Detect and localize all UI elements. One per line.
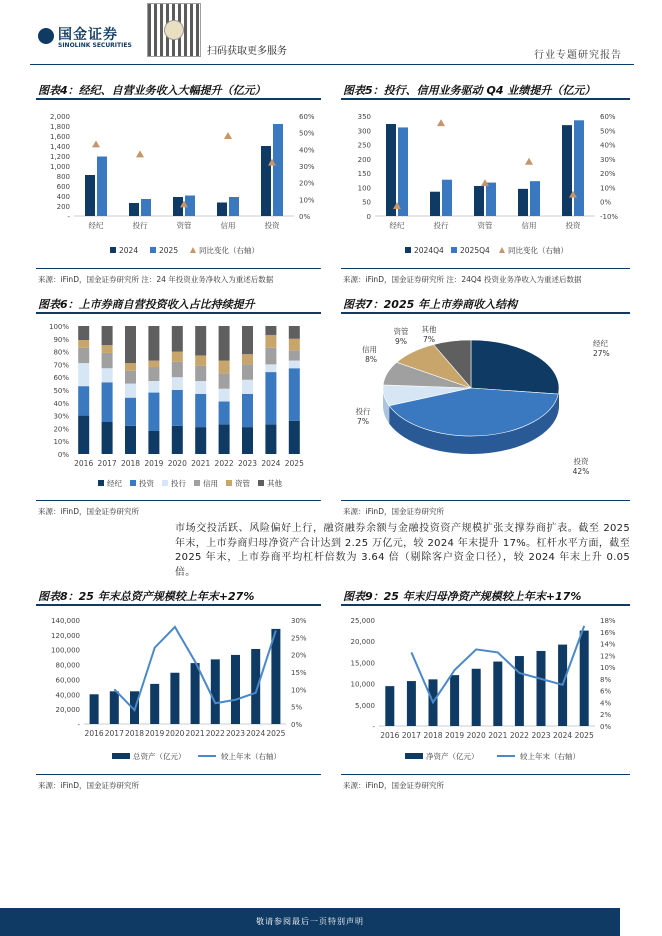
y-tick-label: 90% xyxy=(53,335,69,344)
bar-2025Q4 xyxy=(442,180,452,216)
y-tick-label: 0 xyxy=(366,213,371,221)
y-tick-label: 1,200 xyxy=(49,153,70,161)
fig4-chart xyxy=(36,102,326,264)
y-tick-label: 40,000 xyxy=(55,691,80,700)
bar-资管 xyxy=(242,354,253,364)
bar-净资产（亿元） xyxy=(515,656,524,726)
bar-信用 xyxy=(289,350,300,360)
pie-label-name: 其他 xyxy=(421,325,437,334)
bar-信用 xyxy=(219,373,230,388)
y2-tick-label: 0% xyxy=(600,723,612,731)
legend-label: 2024Q4 xyxy=(414,246,444,255)
bar-2024 xyxy=(217,203,227,217)
fig5-title-rule xyxy=(341,98,630,100)
bar-总资产（亿元） xyxy=(211,659,220,724)
y2-tick-label: 0% xyxy=(600,198,612,207)
y-tick-label: 70% xyxy=(53,361,69,370)
y-tick-label: 350 xyxy=(357,113,371,121)
bar-2025Q4 xyxy=(398,127,408,216)
legend-label: 经纪 xyxy=(107,479,122,488)
fig9-source: 来源：iFinD，国金证券研究所 xyxy=(343,781,444,790)
bar-信用 xyxy=(102,353,113,368)
bar-其他 xyxy=(172,326,183,352)
legend-label: 同比变化（右轴） xyxy=(508,246,568,255)
y-tick-label: 0% xyxy=(57,451,69,459)
legend-swatch-2024Q4 xyxy=(405,247,411,253)
bar-其他 xyxy=(195,326,206,355)
y2-tick-label: 14% xyxy=(600,640,616,649)
legend-label: 投资 xyxy=(139,479,154,488)
x-tick-label: 2021 xyxy=(185,729,205,738)
y-tick-label: 200 xyxy=(357,155,371,164)
bar-投资 xyxy=(172,390,183,426)
bar-经纪 xyxy=(265,425,276,454)
x-tick-label: 2018 xyxy=(124,729,145,738)
y-tick-label: 800 xyxy=(56,173,70,181)
bar-其他 xyxy=(78,326,89,340)
y-tick-label: 100 xyxy=(357,184,371,193)
fig7-source-rule xyxy=(341,500,630,501)
y2-tick-label: 30% xyxy=(291,617,307,625)
pie-label-name: 投行 xyxy=(355,407,371,416)
legend-swatch-2025Q4 xyxy=(451,247,457,253)
y-tick-label: 25,000 xyxy=(350,617,375,625)
fig7-source: 来源：iFinD，国金证券研究所 xyxy=(343,507,444,516)
fig5-chart xyxy=(341,102,633,264)
y-tick-label: 50 xyxy=(362,198,371,207)
bar-其他 xyxy=(265,326,276,335)
fig5-source: 来源：iFinD，国金证券研究所 注：24Q4 投资业务净收入为重述后数据 xyxy=(343,275,582,284)
legend-swatch-信用 xyxy=(194,480,200,486)
bar-经纪 xyxy=(78,416,89,454)
y-tick-label: 15,000 xyxy=(350,659,375,668)
pie-label-value: 9% xyxy=(395,337,407,346)
bar-信用 xyxy=(78,348,89,363)
x-tick-label: 2019 xyxy=(445,731,465,740)
y2-tick-label: 30% xyxy=(600,155,616,164)
fig9-title-rule xyxy=(341,604,630,606)
fig4-source-rule xyxy=(36,268,321,269)
bar-总资产（亿元） xyxy=(231,655,240,724)
y2-tick-label: 60% xyxy=(299,113,315,121)
x-tick-label: 2017 xyxy=(97,459,117,468)
bar-其他 xyxy=(102,326,113,345)
y-tick-label: 200 xyxy=(56,203,70,211)
bar-投资 xyxy=(289,368,300,420)
bar-投资 xyxy=(219,402,230,425)
y2-tick-label: 8% xyxy=(600,675,612,684)
bar-投行 xyxy=(195,381,206,394)
y-tick-label: 5,000 xyxy=(354,701,375,710)
x-tick-label: 2023 xyxy=(237,459,258,468)
brand-name-en: SINOLINK SECURITIES xyxy=(58,42,132,49)
bar-经纪 xyxy=(289,421,300,454)
x-tick-label: 经纪 xyxy=(88,221,104,230)
qr-caption: 扫码获取更多服务 xyxy=(207,46,287,57)
fig5-title: 图表5：投行、信用业务驱动 Q4 业绩提升（亿元） xyxy=(343,84,596,97)
bar-经纪 xyxy=(242,427,253,454)
x-tick-label: 2024 xyxy=(261,459,281,468)
bar-投资 xyxy=(195,394,206,427)
y2-tick-label: 10% xyxy=(291,686,307,695)
y2-tick-label: 25% xyxy=(291,634,307,643)
bar-净资产（亿元） xyxy=(385,686,394,726)
bar-投行 xyxy=(78,363,89,386)
fig8-source-rule xyxy=(36,774,321,775)
legend-swatch-总资产（亿元） xyxy=(112,753,130,759)
bar-其他 xyxy=(289,326,300,339)
bar-总资产（亿元） xyxy=(170,673,179,724)
x-tick-label: 2025 xyxy=(284,459,304,468)
x-tick-label: 2022 xyxy=(205,729,225,738)
y-tick-label: 140,000 xyxy=(51,617,80,625)
legend-swatch-资管 xyxy=(226,480,232,486)
bar-2025Q4 xyxy=(574,120,584,216)
legend-swatch-yoy xyxy=(190,247,196,253)
y2-tick-label: 5% xyxy=(291,703,303,712)
y2-tick-label: 20% xyxy=(600,170,616,179)
bar-2024 xyxy=(261,146,271,216)
pie-label-value: 7% xyxy=(423,335,435,344)
y-tick-label: 400 xyxy=(56,193,70,201)
bar-信用 xyxy=(195,366,206,381)
y2-tick-label: 2% xyxy=(600,711,612,720)
y2-tick-label: 15% xyxy=(291,669,307,677)
header-divider xyxy=(30,64,634,65)
x-tick-label: 2017 xyxy=(104,729,124,738)
x-tick-label: 2020 xyxy=(466,731,486,740)
bar-资管 xyxy=(102,345,113,353)
x-tick-label: 信用 xyxy=(220,221,236,230)
y-tick-label: 150 xyxy=(357,170,371,179)
pie-label-name: 投资 xyxy=(573,457,589,466)
fig5-source-rule xyxy=(341,268,630,269)
bar-其他 xyxy=(125,326,136,363)
fig8-title-rule xyxy=(36,604,321,606)
x-tick-label: 2021 xyxy=(488,731,508,740)
bar-2024Q4 xyxy=(562,125,572,216)
y-tick-label: 300 xyxy=(357,127,371,136)
y2-tick-label: 10% xyxy=(600,664,616,673)
y-tick-label: 100,000 xyxy=(51,646,80,655)
x-tick-label: 2018 xyxy=(423,731,443,740)
x-tick-label: 投资 xyxy=(264,221,280,230)
bar-投资 xyxy=(102,382,113,422)
fig9-title: 图表9：25 年末归母净资产规模较上年末+17% xyxy=(343,590,582,603)
bar-2024 xyxy=(129,203,139,216)
y-tick-label: - xyxy=(67,213,70,221)
bar-投资 xyxy=(265,372,276,424)
bar-净资产（亿元） xyxy=(472,669,481,726)
y-tick-label: 600 xyxy=(56,183,70,191)
y2-tick-label: 20% xyxy=(299,179,315,188)
yoy-marker xyxy=(437,119,445,126)
y2-tick-label: 0% xyxy=(299,213,311,221)
qr-center-seal xyxy=(164,20,184,40)
bar-信用 xyxy=(172,362,183,377)
y-tick-label: 120,000 xyxy=(51,631,80,640)
fig6-chart xyxy=(36,316,326,496)
x-tick-label: 投资 xyxy=(565,221,581,230)
bar-投资 xyxy=(125,398,136,426)
x-tick-label: 2021 xyxy=(191,459,211,468)
y-tick-label: 30% xyxy=(53,412,69,421)
legend-label: 信用 xyxy=(203,479,218,488)
x-tick-label: 2025 xyxy=(266,729,286,738)
bar-投资 xyxy=(242,394,253,427)
fig8-title: 图表8：25 年末总资产规模较上年末+27% xyxy=(38,590,255,603)
y-tick-label: 60,000 xyxy=(55,676,80,685)
bar-投行 xyxy=(242,380,253,394)
bar-投行 xyxy=(219,389,230,402)
bar-经纪 xyxy=(102,422,113,454)
bar-其他 xyxy=(242,326,253,354)
y2-tick-label: 50% xyxy=(600,127,616,136)
legend-swatch-投资 xyxy=(130,480,136,486)
bar-经纪 xyxy=(219,425,230,454)
bar-2025 xyxy=(273,124,283,216)
bar-资管 xyxy=(265,335,276,348)
legend-swatch-2024 xyxy=(110,247,116,253)
yoy-marker xyxy=(525,158,533,165)
y2-tick-label: 40% xyxy=(600,141,616,150)
fig7-title-rule xyxy=(341,312,630,314)
pie-label-value: 42% xyxy=(572,467,590,476)
bar-2024 xyxy=(85,175,95,216)
legend-label: 2025 xyxy=(159,246,179,255)
fig7-title: 图表7：2025 年上市券商收入结构 xyxy=(343,298,518,311)
bar-净资产（亿元） xyxy=(407,681,416,726)
report-type: 行业专题研究报告 xyxy=(534,50,622,61)
legend-swatch-经纪 xyxy=(98,480,104,486)
bar-投行 xyxy=(102,368,113,382)
bar-信用 xyxy=(125,371,136,384)
y2-tick-label: 0% xyxy=(291,721,303,729)
y-tick-label: - xyxy=(372,723,375,731)
x-tick-label: 2023 xyxy=(531,731,551,740)
bar-投行 xyxy=(148,381,159,393)
x-tick-label: 2024 xyxy=(246,729,266,738)
bar-总资产（亿元） xyxy=(191,663,200,724)
bar-经纪 xyxy=(172,426,183,454)
bar-净资产（亿元） xyxy=(450,675,459,726)
x-tick-label: 2018 xyxy=(120,459,141,468)
x-tick-label: 资管 xyxy=(477,221,493,230)
y-tick-label: 2,000 xyxy=(49,113,70,121)
legend-swatch-其他 xyxy=(258,480,264,486)
bar-2025Q4 xyxy=(530,181,540,216)
x-tick-label: 2020 xyxy=(167,459,187,468)
fig9-chart xyxy=(341,608,633,770)
bar-总资产（亿元） xyxy=(90,694,99,724)
pie-label-name: 信用 xyxy=(362,345,377,354)
legend-label: 2024 xyxy=(119,246,139,255)
fig8-source: 来源：iFinD，国金证券研究所 xyxy=(38,781,139,790)
y2-tick-label: 10% xyxy=(600,184,616,193)
y2-tick-label: 6% xyxy=(600,687,612,696)
legend-swatch-投行 xyxy=(162,480,168,486)
bar-其他 xyxy=(219,326,230,361)
fig8-chart xyxy=(36,608,326,770)
y2-tick-label: 4% xyxy=(600,699,612,708)
legend-swatch-净资产（亿元） xyxy=(405,753,423,759)
bar-净资产（亿元） xyxy=(493,662,502,726)
y-tick-label: 80% xyxy=(53,348,69,357)
bar-经纪 xyxy=(195,427,206,454)
x-tick-label: 2023 xyxy=(225,729,246,738)
bar-净资产（亿元） xyxy=(580,631,589,726)
legend-label: 总资产（亿元） xyxy=(133,752,186,761)
bar-2025Q4 xyxy=(486,183,496,216)
brand-logo-icon xyxy=(38,28,54,44)
bar-资管 xyxy=(289,339,300,351)
bar-2025 xyxy=(141,199,151,216)
x-tick-label: 2019 xyxy=(144,459,164,468)
fig4-title: 图表4：经纪、自营业务收入大幅提升（亿元） xyxy=(38,84,266,97)
bar-投资 xyxy=(148,393,159,431)
y2-tick-label: 16% xyxy=(600,628,616,637)
bar-净资产（亿元） xyxy=(537,651,546,726)
pie-label-value: 27% xyxy=(593,349,610,358)
pie-label-value: 7% xyxy=(357,417,369,426)
x-tick-label: 信用 xyxy=(521,221,537,230)
bar-经纪 xyxy=(125,426,136,454)
bar-2025 xyxy=(229,197,239,216)
y-tick-label: 1,800 xyxy=(49,123,70,131)
y-tick-label: 1,600 xyxy=(49,133,70,141)
x-tick-label: 2022 xyxy=(214,459,234,468)
bar-总资产（亿元） xyxy=(110,691,119,724)
yoy-marker xyxy=(92,140,100,147)
yoy-marker xyxy=(136,150,144,157)
fig6-source: 来源：iFinD，国金证券研究所 xyxy=(38,507,139,516)
bar-资管 xyxy=(195,355,206,365)
y-tick-label: 20% xyxy=(53,425,69,434)
bar-资管 xyxy=(125,363,136,371)
fig6-source-rule xyxy=(36,500,321,501)
bar-信用 xyxy=(242,364,253,379)
y-tick-label: 1,400 xyxy=(49,143,70,151)
bar-资管 xyxy=(172,352,183,362)
y2-tick-label: 20% xyxy=(291,651,307,660)
pie-label-value: 8% xyxy=(365,355,377,364)
bar-投行 xyxy=(265,364,276,372)
y-tick-label: 10,000 xyxy=(350,680,375,689)
brand-name-cn: 国金证券 xyxy=(58,27,118,43)
bar-资管 xyxy=(78,340,89,348)
legend-label: 较上年末（右轴） xyxy=(520,752,580,761)
bar-总资产（亿元） xyxy=(150,684,159,724)
bar-投行 xyxy=(289,361,300,369)
y-tick-label: 20,000 xyxy=(55,706,80,715)
x-tick-label: 2025 xyxy=(574,731,594,740)
bar-2025 xyxy=(97,157,107,217)
x-tick-label: 2016 xyxy=(74,459,94,468)
fig4-title-rule xyxy=(36,98,321,100)
bar-资管 xyxy=(148,361,159,367)
x-tick-label: 2019 xyxy=(145,729,165,738)
x-tick-label: 2016 xyxy=(380,731,400,740)
pie-label-name: 经纪 xyxy=(593,339,608,348)
y2-tick-label: 40% xyxy=(299,146,315,155)
x-tick-label: 资管 xyxy=(176,221,192,230)
bar-信用 xyxy=(265,348,276,365)
legend-label: 资管 xyxy=(235,479,250,488)
bar-总资产（亿元） xyxy=(251,649,260,724)
y2-tick-label: 10% xyxy=(299,196,315,205)
y2-tick-label: 12% xyxy=(600,652,616,661)
pie-slice-经纪 xyxy=(471,340,559,394)
y2-tick-label: -10% xyxy=(600,213,619,221)
x-tick-label: 投行 xyxy=(433,221,449,230)
y2-tick-label: 18% xyxy=(600,617,616,625)
y2-tick-label: 30% xyxy=(299,163,315,171)
x-tick-label: 经纪 xyxy=(389,221,405,230)
x-tick-label: 2024 xyxy=(553,731,573,740)
footer-gap xyxy=(620,908,662,936)
y-tick-label: 250 xyxy=(357,141,371,150)
fig4-source: 来源：iFinD，国金证券研究所 注：24 年投资业务净收入为重述后数据 xyxy=(38,275,274,284)
fig6-title: 图表6：上市券商自营投资收入占比持续提升 xyxy=(38,298,255,311)
bar-2024Q4 xyxy=(430,192,440,216)
y-tick-label: 10% xyxy=(53,438,69,447)
y-tick-label: 40% xyxy=(53,399,69,408)
x-tick-label: 2016 xyxy=(84,729,104,738)
bar-2024Q4 xyxy=(474,186,484,216)
fig9-source-rule xyxy=(341,774,630,775)
legend-label: 较上年末（右轴） xyxy=(221,752,281,761)
y-tick-label: 1,000 xyxy=(49,163,70,171)
y-tick-label: 100% xyxy=(48,323,69,331)
y-tick-label: 50% xyxy=(53,387,69,395)
legend-label: 净资产（亿元） xyxy=(426,752,479,761)
bar-信用 xyxy=(148,367,159,381)
bar-其他 xyxy=(148,326,159,361)
body-paragraph: 市场交投活跃、风险偏好上行，融资融券余额与金融投资资产规模扩张支撑券商扩表。截至 2025 年末，上市券商归母净资产合计达到 2.25 万亿元，较 2024 年末提升 17%。杠杆水平方面，截至 2025 年末，上市券商平均杠杆倍数为 3.64 倍（剔除客户资金口径），较 2024 年末上升 0.05 倍。 xyxy=(175,523,630,578)
x-tick-label: 投行 xyxy=(132,221,148,230)
legend-label: 其他 xyxy=(267,479,282,488)
x-tick-label: 2022 xyxy=(509,731,529,740)
legend-label: 投行 xyxy=(171,479,186,488)
legend-label: 2025Q4 xyxy=(460,246,490,255)
bar-资管 xyxy=(219,361,230,374)
bar-经纪 xyxy=(148,431,159,454)
y-tick-label: 20,000 xyxy=(350,638,375,647)
bar-投行 xyxy=(172,377,183,390)
legend-label: 同比变化（右轴） xyxy=(199,246,259,255)
bar-2024Q4 xyxy=(386,124,396,216)
yoy-marker xyxy=(224,132,232,139)
x-tick-label: 2017 xyxy=(401,731,421,740)
fig6-title-rule xyxy=(36,312,321,314)
footer-disclaimer[interactable]: 敬请参阅最后一页特别声明 xyxy=(256,917,364,926)
bar-投行 xyxy=(125,384,136,398)
y2-tick-label: 50% xyxy=(299,129,315,138)
y-tick-label: 80,000 xyxy=(55,661,80,670)
pie-label-name: 资管 xyxy=(393,327,409,336)
fig7-chart xyxy=(341,316,633,496)
x-tick-label: 2020 xyxy=(165,729,185,738)
legend-swatch-yoy xyxy=(499,247,505,253)
y-tick-label: 60% xyxy=(53,374,69,383)
y2-tick-label: 60% xyxy=(600,113,616,121)
y-tick-label: - xyxy=(77,721,80,729)
bar-2024Q4 xyxy=(518,189,528,216)
bar-投资 xyxy=(78,386,89,415)
legend-swatch-2025 xyxy=(150,247,156,253)
